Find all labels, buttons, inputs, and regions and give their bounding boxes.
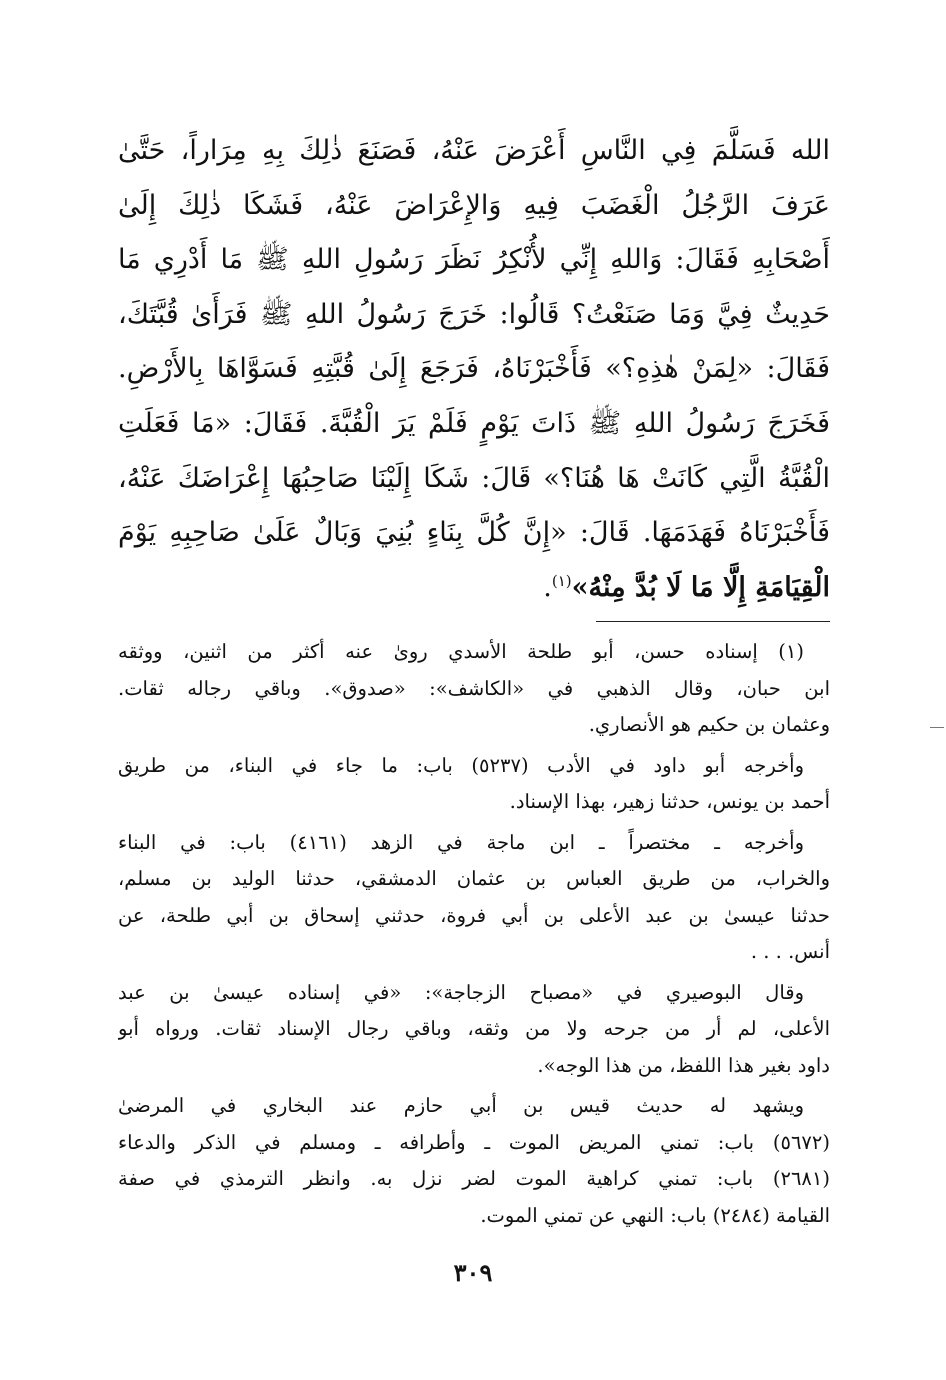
footnote-line: وقال البوصيري في «مصباح الزجاجة»: «في إسناده عيسىٰ بن عبد — [118, 980, 804, 1004]
footnote-reference[interactable]: (١) — [551, 571, 572, 590]
footnote-line: داود بغير هذا اللفظ، من هذا الوجه». — [537, 1053, 830, 1077]
footnote-line: حدثنا عيسىٰ بن عبد الأعلى بن أبي فروة، حدثني إسحاق بن أبي طلحة، عن — [118, 903, 830, 927]
main-text-block — [118, 124, 830, 615]
main-text-line: عَرَفَ الرَّجُلُ الْغَضَبَ فِيهِ وَالإِعْرَاضَ عَنْهُ، فَشَكَا ذٰلِكَ إِلَىٰ — [118, 189, 830, 221]
footnote-line: (٥٦٧٢) باب: تمني المريض الموت ـ وأطرافه ـ ومسلم في الذكر والدعاء — [118, 1130, 830, 1154]
footnotes-block — [118, 634, 830, 1238]
footnote-line: (٢٦٨١) باب: تمني كراهية الموت لضر نزل به. وانظر الترمذي في صفة — [118, 1167, 830, 1190]
main-text-line: فَخَرَجَ رَسُولُ اللهِ ﷺ ذَاتَ يَوْمٍ فَلَمْ يَرَ الْقُبَّةَ. فَقَالَ: «مَا فَعَلَتِ — [118, 407, 830, 439]
footnote-line: وأخرجه أبو داود في الأدب (٥٢٣٧) باب: ما جاء في البناء، من طريق — [118, 753, 804, 777]
footnote-paragraph — [118, 634, 830, 744]
footnote-separator — [596, 621, 830, 622]
main-text-line: حَدِيثٌ فِيَّ وَمَا صَنَعْتُ؟ قَالُوا: خَرَجَ رَسُولُ اللهِ ﷺ فَرَأَىٰ قُبَّتَكَ، — [118, 298, 830, 330]
footnote-paragraph — [118, 825, 830, 971]
final-period: . — [543, 571, 552, 603]
hadith-ending: الْقِيَامَةِ إِلَّا مَا لَا بُدَّ مِنْهُ» — [571, 571, 830, 603]
margin-mark — [930, 727, 944, 728]
main-text-line: الْقُبَّةُ الَّتِي كَانَتْ هَا هُنَا؟» قَالَ: شَكَا إِلَيْنَا صَاحِبُهَا إِعْرَاضَكَ عَنْهُ، — [118, 462, 830, 494]
footnote-line: أحمد بن يونس، حدثنا زهير، بهذا الإسناد. — [509, 790, 830, 813]
footnote-line: القيامة (٢٤٨٤) باب: النهي عن تمني الموت. — [480, 1203, 830, 1227]
footnote-line: أنس. . . . — [750, 940, 830, 963]
footnote-line: وأخرجه ـ مختصراً ـ ابن ماجة في الزهد (٤١٦١) باب: في البناء — [118, 830, 805, 854]
footnote-paragraph — [118, 1088, 830, 1234]
main-text-line: فَقَالَ: «لِمَنْ هٰذِهِ؟» فَأَخْبَرْنَاهُ، فَرَجَعَ إِلَىٰ قُبَّتِهِ فَسَوَّاهَا بِالأَرْضِ. — [118, 353, 830, 385]
page-number: ٣٠٩ — [453, 1258, 493, 1287]
main-text-line: الله فَسَلَّمَ فِي النَّاسِ أَعْرَضَ عَنْهُ، فَصَنَعَ ذٰلِكَ بِهِ مِرَاراً، حَتَّىٰ — [118, 135, 830, 166]
footnote-line: ابن حبان، وقال الذهبي في «الكاشف»: «صدوق». وباقي رجاله ثقات. — [118, 676, 830, 700]
footnote-line: والخراب، من طريق العباس بن عثمان الدمشقي، حدثنا الوليد بن مسلم، — [118, 867, 830, 890]
footnote-line: وعثمان بن حكيم هو الأنصاري. — [588, 713, 830, 736]
footnote-paragraph — [118, 975, 830, 1085]
footnote-line: الأعلى، لم أر من جرحه ولا من وثقه، وباقي رجال الإسناد ثقات. ورواه أبو — [118, 1017, 830, 1040]
footnote-line: ويشهد له حديث قيس بن أبي حازم عند البخاري في المرضىٰ — [118, 1094, 804, 1117]
footnote-paragraph — [118, 748, 830, 821]
footnote-line: (١) إسناده حسن، أبو طلحة الأسدي روىٰ عنه أكثر من اثنين، ووثقه — [118, 640, 804, 663]
main-text-line: أَصْحَابِهِ فَقَالَ: وَاللهِ إِنِّي لأُنْكِرُ نَظَرَ رَسُولِ اللهِ ﷺ مَا أَدْرِي مَا — [118, 244, 830, 276]
main-text-last-line — [118, 561, 830, 616]
main-text-line: فَأَخْبَرْنَاهُ فَهَدَمَهَا. قَالَ: «إِنَّ كُلَّ بِنَاءٍ بُنِيَ وَبَالٌ عَلَىٰ صَاحِبِهِ يَوْمَ — [118, 517, 830, 549]
